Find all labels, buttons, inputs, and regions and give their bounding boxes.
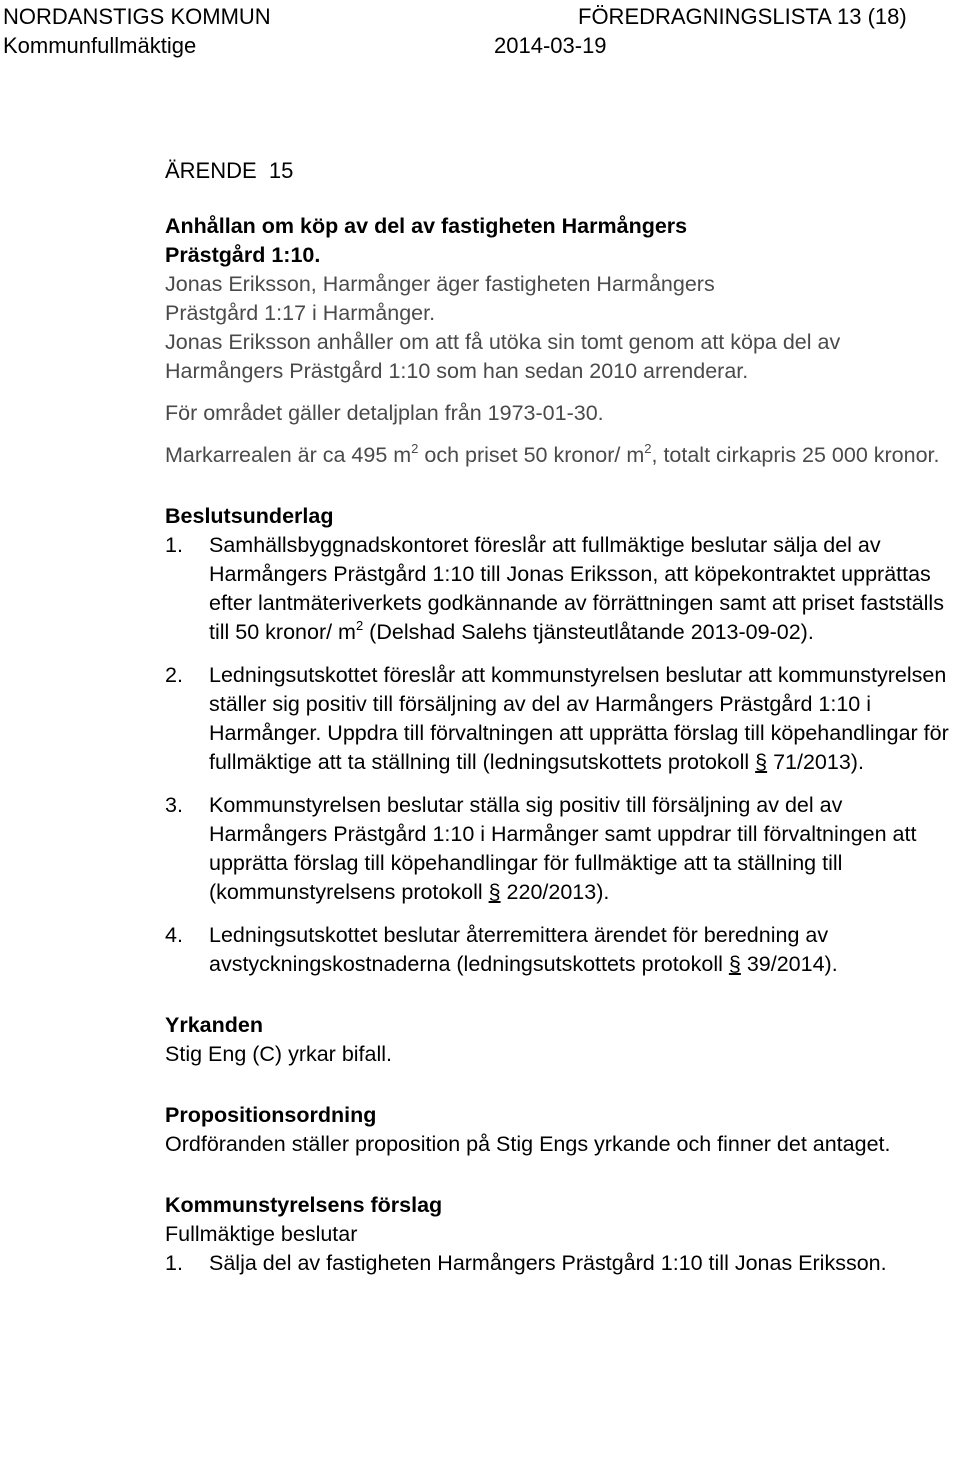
intro-line-1: Jonas Eriksson, Harmånger äger fastigheten Harmångers [165,272,715,296]
intro-line-2: Prästgård 1:17 i Harmånger. [165,301,436,325]
list-item-number: 1. [165,1251,183,1275]
list-item [165,661,955,777]
section-symbol: § [488,880,501,904]
price-text-3: , totalt cirkapris 25 000 kronor. [651,443,940,467]
header-organization: NORDANSTIGS KOMMUN [3,4,271,29]
list-item-number: 2. [165,663,183,687]
ks-forslag-list [165,1249,955,1278]
list-item [165,791,955,907]
list-item-text-end: 71/2013). [767,750,864,774]
price-sup-1: 2 [411,441,419,456]
propositionsordning-heading: Propositionsordning [165,1103,377,1127]
list-item-text: Ledningsutskottet föreslår att kommunstyrelsen beslutar att kommunstyrelsen ställer sig positiv till försäljning av del av Harmångers Prästgård 1:10 i Harmånger. Uppdra till förvaltningen att upprätta förslag till köpehandlingar för fullmäktige att ta ställning till (ledningsutskottets protokoll [209,663,949,774]
document-content [165,156,955,1278]
ks-forslag-heading: Kommunstyrelsens förslag [165,1193,443,1217]
list-item-text: Samhällsbyggnadskontoret föreslår att fullmäktige beslutar sälja del av Harmångers Prästgård 1:10 till Jonas Eriksson, att köpekontraktet upprättas efter lantmäteriverkets godkännande av förrättningen samt att priset fastställs till 50 kronor/ m [209,533,944,644]
list-item-sup: 2 [355,618,364,633]
section-symbol: § [755,750,768,774]
list-item-text-end: 39/2014). [740,952,838,976]
ks-forslag-text: Fullmäktige beslutar [165,1222,358,1246]
list-item-text-end: 220/2013). [500,880,610,904]
title-line-1: Anhållan om köp av del av fastigheten Harmångers [165,214,688,238]
list-item [165,531,955,647]
list-item-text: Sälja del av fastigheten Harmångers Prästgård 1:10 till Jonas Eriksson. [209,1251,887,1275]
list-item [165,1249,955,1278]
list-item [165,921,955,979]
list-item-number: 1. [165,533,183,557]
page-header [0,0,960,60]
list-item-number: 4. [165,923,183,947]
plan-paragraph: För området gäller detaljplan från 1973-01-30. [165,401,604,425]
title-line-2: Prästgård 1:10. [165,243,321,267]
beslutsunderlag-heading: Beslutsunderlag [165,504,334,528]
price-text-1: Markarrealen är ca 495 m [165,443,412,467]
arende-title [165,212,955,270]
header-document-type: FÖREDRAGNINGSLISTA [578,4,832,29]
header-date: 2014-03-19 [494,33,607,58]
header-page-number: 13 (18) [837,4,907,29]
price-sup-2: 2 [644,441,652,456]
list-item-text: Ledningsutskottet beslutar återremittera ärendet för beredning av avstyckningskostnaderna (ledningsutskottets protokoll [209,923,829,976]
header-body: Kommunfullmäktige [3,33,197,58]
section-symbol: § [728,952,741,976]
list-item-text: Kommunstyrelsen beslutar ställa sig positiv till försäljning av del av Harmångers Prästgård 1:10 i Harmånger samt uppdrar till förvaltningen att upprätta förslag till köpehandlingar för fullmäktige att ta ställning till (kommunstyrelsens protokoll [209,793,917,904]
intro-paragraph [165,270,955,328]
price-paragraph [165,441,955,470]
price-text-2: och priset 50 kronor/ m [418,443,645,467]
list-item-number: 3. [165,793,183,817]
list-item-text-end: (Delshad Salehs tjänsteutlåtande 2013-09-02). [363,620,814,644]
beslutsunderlag-list [165,531,955,979]
arende-number: ÄRENDE 15 [165,158,294,183]
yrkanden-text: Stig Eng (C) yrkar bifall. [165,1042,393,1066]
propositionsordning-text: Ordföranden ställer proposition på Stig Engs yrkande och finner det antaget. [165,1132,891,1156]
yrkanden-heading: Yrkanden [165,1013,263,1037]
request-paragraph: Jonas Eriksson anhåller om att få utöka sin tomt genom att köpa del av Harmångers Prästgård 1:10 som han sedan 2010 arrenderar. [165,330,841,383]
